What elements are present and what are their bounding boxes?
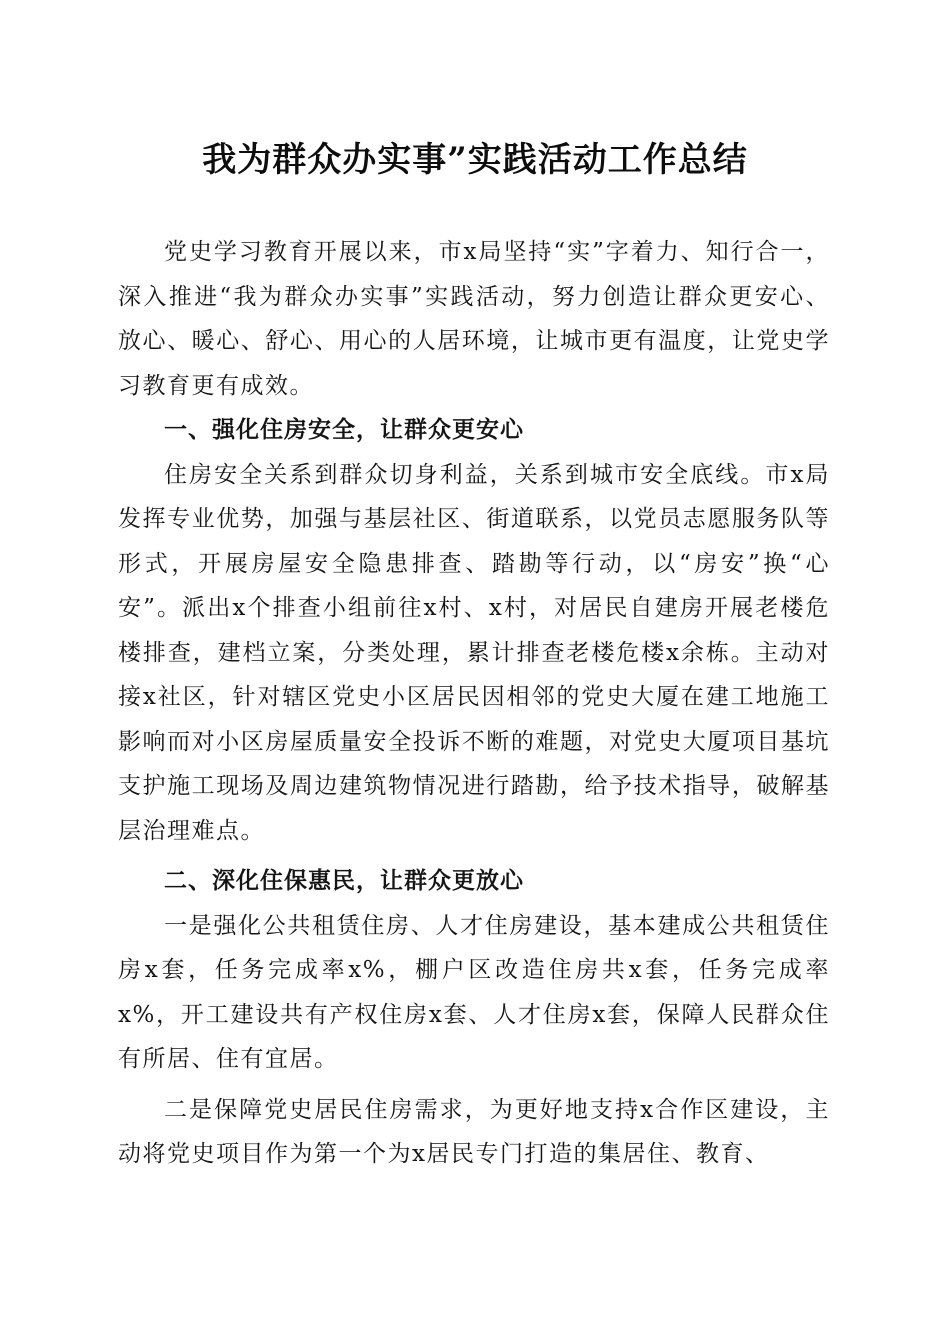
section-1-paragraph: 住房安全关系到群众切身利益，关系到城市安全底线。市x局发挥专业优势，加强与基层社区、街道联系，以党员志愿服务队等形式，开展房屋安全隐患排查、踏勘等行动，以“房安”换“心安”。派出x个排查小组前往x村、x村，对居民自建房开展老楼危楼排查，建档立案，分类处理，累计排查老楼危楼x余栋。主动对接x社区，针对辖区党史小区居民因相邻的党史大厦在建工地施工影响而对小区房屋质量安全投诉不断的难题，对党史大厦项目基坑支护施工现场及周边建筑物情况进行踏勘，给予技术指导，破解基层治理难点。 — [118, 461, 830, 844]
section-2-paragraph-1: 一是强化公共租赁住房、人才住房建设，基本建成公共租赁住房x套，任务完成率x%，棚户区改造住房共x套，任务完成率x%，开工建设共有产权住房x套、人才住房x套，保障人民群众住有所居、住有宜居。 — [118, 912, 830, 1072]
section-2-paragraph-2: 二是保障党史居民住房需求，为更好地支持x合作区建设，主动将党史项目作为第一个为x居民专门打造的集居住、教育、 — [118, 1096, 830, 1167]
document-body — [118, 230, 830, 1177]
intro-paragraph: 党史学习教育开展以来，市x局坚持“实”字着力、知行合一，深入推进“我为群众办实事”实践活动，努力创造让群众更安心、放心、暖心、舒心、用心的人居环境，让城市更有温度，让党史学习教育更有成效。 — [118, 239, 830, 399]
section-heading-2: 二、深化住保惠民，让群众更放心 — [164, 868, 524, 894]
document-title: 我为群众办实事”实践活动工作总结 — [202, 140, 748, 180]
section-heading-1: 一、强化住房安全，让群众更安心 — [164, 417, 524, 443]
